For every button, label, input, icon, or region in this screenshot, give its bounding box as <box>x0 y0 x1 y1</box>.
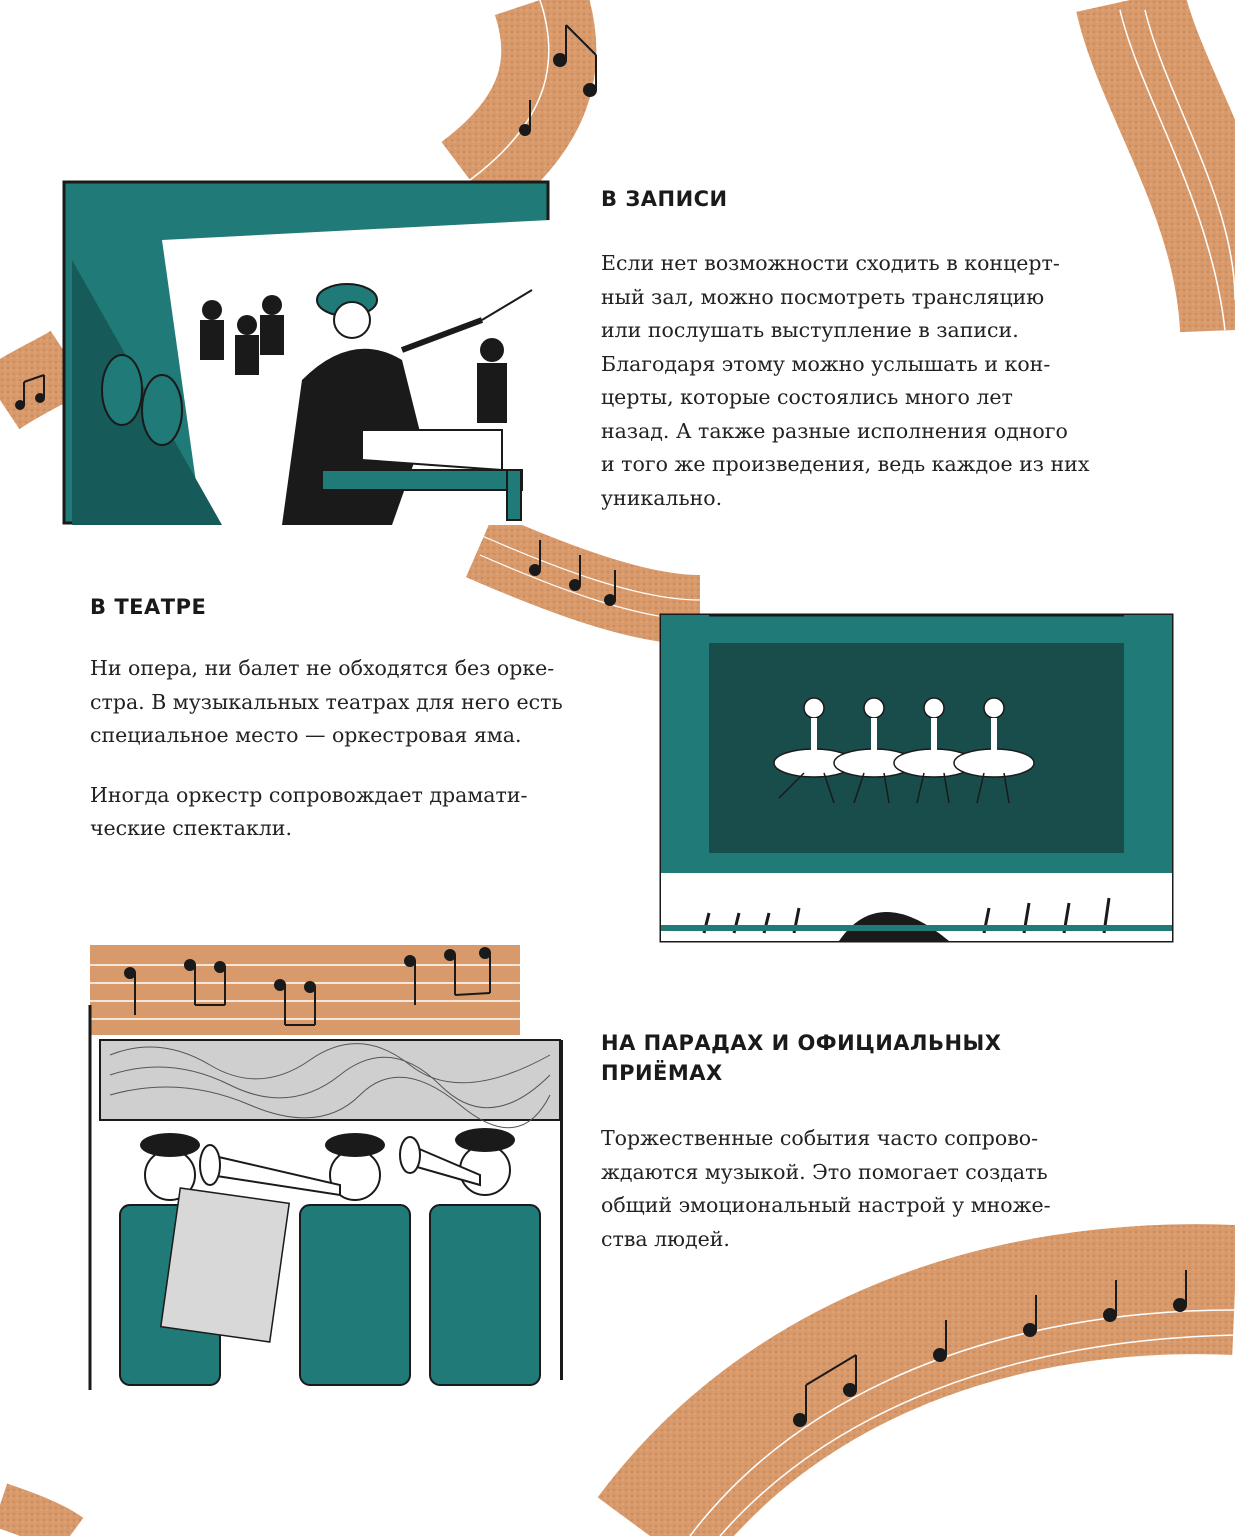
parades-text <box>601 1122 1121 1256</box>
section-recording <box>601 184 1121 515</box>
theatre-line: специальное место — оркестровая яма. <box>90 723 522 747</box>
theatre-line: Иногда оркестр сопровождает драмати- <box>90 782 528 807</box>
parades-title-line: НА ПАРАДАХ И ОФИЦИАЛЬНЫХ <box>601 1031 1002 1055</box>
section-theatre <box>90 592 570 846</box>
section-parades <box>601 1028 1121 1256</box>
recording-line: или послушать выступление в записи. <box>601 318 1019 342</box>
recording-line: назад. А также разные исполнения одного <box>601 418 1068 443</box>
recording-line: и того же произведения, ведь каждое из них <box>601 452 1090 476</box>
theatre-line: Ни опера, ни балет не обходятся без орке- <box>90 656 555 680</box>
section-title-parades <box>601 1028 1121 1088</box>
parades-line: ства людей. <box>601 1226 730 1251</box>
conductor-illustration <box>62 180 550 525</box>
recording-line: Если нет возможности сходить в концерт- <box>601 251 1060 275</box>
recording-line: церты, которые состоялись много лет <box>601 385 1013 409</box>
section-title-recording: В ЗАПИСИ <box>601 187 728 211</box>
ballet-stage-illustration <box>659 613 1174 943</box>
recording-line: Благодаря этому можно услышать и кон- <box>601 351 1051 376</box>
parades-title-line: ПРИЁМАХ <box>601 1061 723 1085</box>
parades-line: Торжественные события часто сопрово- <box>601 1126 1039 1150</box>
theatre-line: ческие спектакли. <box>90 816 292 840</box>
theatre-paragraph-2 <box>90 779 570 846</box>
theatre-line: стра. В музыкальных театрах для него есть <box>90 689 563 714</box>
theatre-paragraph-1 <box>90 652 570 753</box>
section-title-theatre: В ТЕАТРЕ <box>90 595 207 619</box>
recording-text <box>601 247 1121 515</box>
parade-band-illustration <box>80 945 570 1390</box>
recording-line: уникально. <box>601 485 723 510</box>
parades-line: общий эмоциональный настрой у множе- <box>601 1193 1051 1217</box>
recording-line: ный зал, можно посмотреть трансляцию <box>601 284 1045 309</box>
parades-line: ждаются музыкой. Это помогает создать <box>601 1159 1048 1184</box>
